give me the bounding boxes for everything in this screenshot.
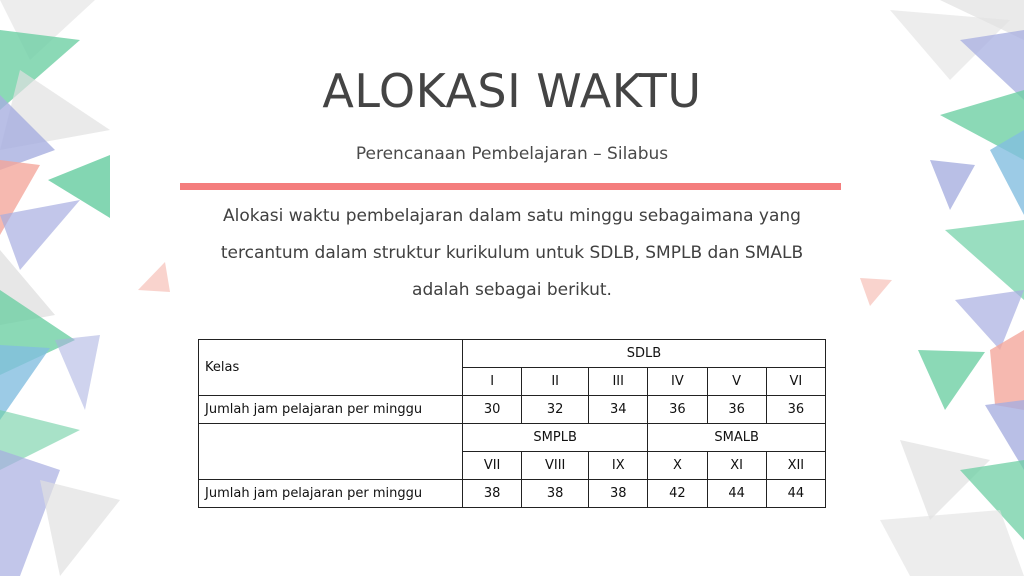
hours-row-label: Jumlah jam pelajaran per minggu <box>199 396 463 424</box>
grade-cell: X <box>648 452 707 480</box>
grade-cell: IV <box>648 368 707 396</box>
grade-cell: VI <box>766 368 825 396</box>
grade-cell: VII <box>463 452 522 480</box>
slide-title: ALOKASI WAKTU <box>322 64 702 118</box>
group-header-sdlb: SDLB <box>463 340 826 368</box>
grade-cell: III <box>589 368 648 396</box>
hours-cell: 32 <box>522 396 589 424</box>
hours-cell: 44 <box>766 480 825 508</box>
grade-cell: II <box>522 368 589 396</box>
hours-cell: 38 <box>463 480 522 508</box>
grade-cell: XII <box>766 452 825 480</box>
hours-cell: 36 <box>707 396 766 424</box>
table-row <box>199 340 826 368</box>
group-header-smplb: SMPLB <box>463 424 648 452</box>
time-allocation-table <box>198 339 826 508</box>
intro-paragraph: Alokasi waktu pembelajaran dalam satu minggu sebagaimana yang tercantum dalam struktur kurikulum untuk SDLB, SMPLB dan SMALB adalah sebagai berikut. <box>220 206 804 300</box>
hours-cell: 36 <box>648 396 707 424</box>
hours-cell: 44 <box>707 480 766 508</box>
table-row <box>199 480 826 508</box>
grade-cell: V <box>707 368 766 396</box>
hours-cell: 38 <box>589 480 648 508</box>
table-row <box>199 424 826 452</box>
grade-cell: XI <box>707 452 766 480</box>
accent-divider <box>180 183 841 190</box>
table-row <box>199 396 826 424</box>
grade-cell: IX <box>589 452 648 480</box>
hours-cell: 36 <box>766 396 825 424</box>
hours-cell: 38 <box>522 480 589 508</box>
grade-cell: VIII <box>522 452 589 480</box>
hours-row-label: Jumlah jam pelajaran per minggu <box>199 480 463 508</box>
grade-cell: I <box>463 368 522 396</box>
slide-subtitle: Perencanaan Pembelajaran – Silabus <box>355 144 669 164</box>
group-header-smalb: SMALB <box>648 424 826 452</box>
hours-cell: 34 <box>589 396 648 424</box>
empty-header-cell <box>199 424 463 480</box>
kelas-header: Kelas <box>199 340 463 396</box>
hours-cell: 42 <box>648 480 707 508</box>
hours-cell: 30 <box>463 396 522 424</box>
